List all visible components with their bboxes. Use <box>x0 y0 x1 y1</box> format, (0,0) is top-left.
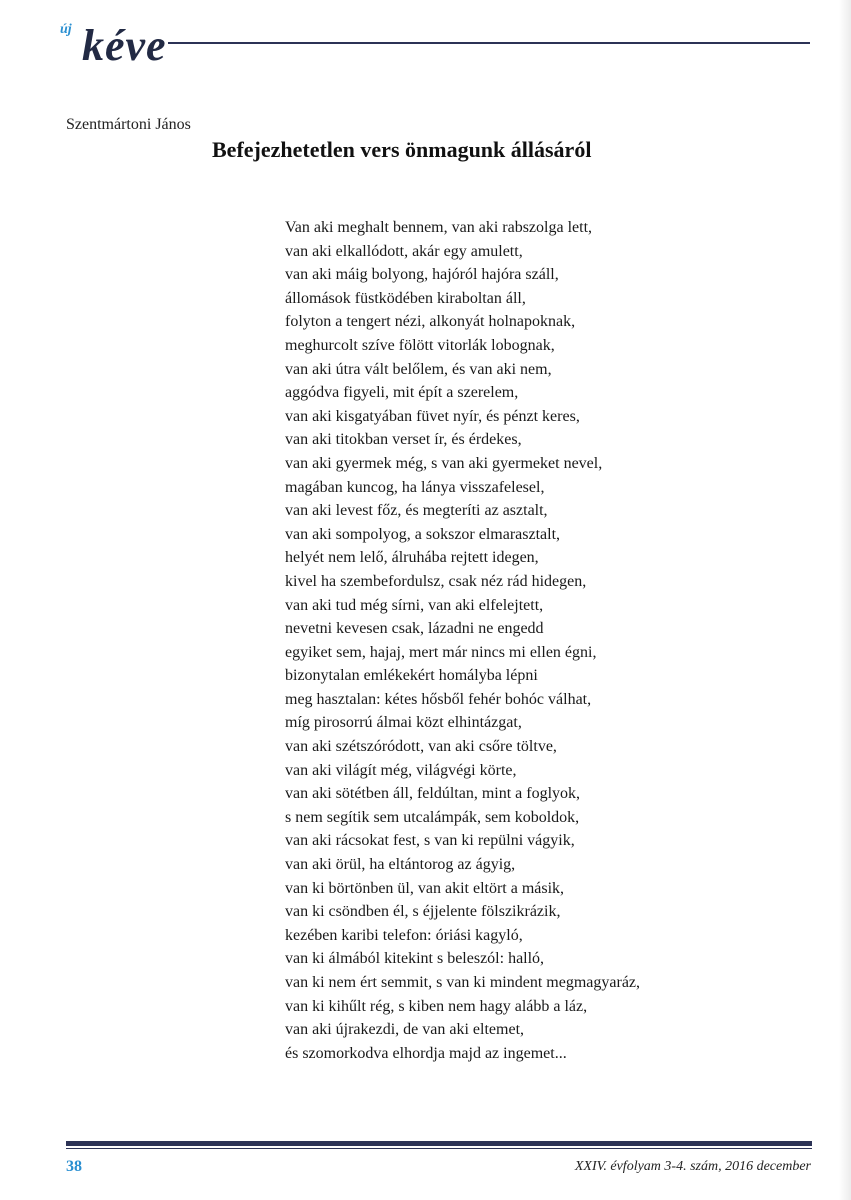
logo-name: kéve <box>82 21 167 70</box>
poem-line: kezében karibi telefon: óriási kagyló, <box>285 926 523 944</box>
page-edge-shadow <box>839 0 851 1200</box>
issue-info: XXIV. évfolyam 3-4. szám, 2016 december <box>574 1159 811 1174</box>
poem-line: van ki csöndben él, s éjjelente fölszikrázik, <box>285 903 561 921</box>
poem-title: Befejezhetetlen vers önmagunk állásáról <box>212 137 592 162</box>
page-number: 38 <box>66 1158 82 1175</box>
poem-line: nevetni kevesen csak, lázadni ne engedd <box>285 620 544 638</box>
poem-line: van ki börtönben ül, van akit eltört a másik, <box>285 879 565 897</box>
poem-line: van aki rácsokat fest, s van ki repülni vágyik, <box>285 832 575 850</box>
poem-line: folyton a tengert nézi, alkonyát holnapoknak, <box>285 313 576 331</box>
poem-body <box>285 216 640 1065</box>
poem-line: van aki örül, ha eltántorog az ágyig, <box>285 856 516 874</box>
poem-line: van aki elkallódott, akár egy amulett, <box>285 242 523 260</box>
footer-rule <box>66 1141 812 1146</box>
poem-line: kivel ha szembefordulsz, csak néz rád hidegen, <box>285 572 587 590</box>
poem-line: van aki szétszóródott, van aki csőre töltve, <box>285 738 557 756</box>
poem-line: míg pirosorrú álmai közt elhintázgat, <box>285 714 522 732</box>
poem-line: van aki útra vált belőlem, és van aki nem, <box>285 360 552 378</box>
footer-rule-thin <box>66 1148 812 1149</box>
poem-line: van aki tud még sírni, van aki elfelejtett, <box>285 596 544 614</box>
masthead-rule <box>168 42 810 44</box>
poem-line: van ki kihűlt rég, s kiben nem hagy alább a láz, <box>285 997 588 1015</box>
poem-line: van aki máig bolyong, hajóról hajóra száll, <box>285 266 559 284</box>
poem-line: s nem segítik sem utcalámpák, sem koboldok, <box>285 808 580 826</box>
poem-line: bizonytalan emlékekért homályba lépni <box>285 667 538 685</box>
poem-line: van aki világít még, világvégi körte, <box>285 761 517 779</box>
author-name: Szentmártoni János <box>66 116 191 133</box>
poem-line: van aki újrakezdi, de van aki eltemet, <box>285 1021 525 1039</box>
poem-line: van aki gyermek még, s van aki gyermeket nevel, <box>285 454 603 472</box>
poem-line: van ki álmából kitekint s beleszól: halló, <box>285 950 545 968</box>
poem-line: helyét nem lelő, álruhába rejtett idegen, <box>285 549 539 567</box>
poem-line: van aki titokban verset ír, és érdekes, <box>285 431 522 449</box>
poem-line: aggódva figyeli, mit épít a szerelem, <box>285 384 519 402</box>
poem-line: van ki nem ért semmit, s van ki mindent megmagyaráz, <box>285 974 641 991</box>
logo-prefix: új <box>60 22 72 37</box>
masthead <box>48 18 818 78</box>
poem-line: van aki sompolyog, a sokszor elmarasztalt, <box>285 525 561 543</box>
poem-line: és szomorkodva elhordja majd az ingemet... <box>285 1044 567 1062</box>
poem-line: Van aki meghalt bennem, van aki rabszolga lett, <box>285 219 593 236</box>
poem-line: meghurcolt szíve fölött vitorlák lobognak, <box>285 336 555 354</box>
poem-line: állomások füstködében kiraboltan áll, <box>285 289 526 307</box>
poem-line: van aki sötétben áll, feldúltan, mint a foglyok, <box>285 785 581 803</box>
poem-line: van aki levest főz, és megteríti az asztalt, <box>285 502 548 520</box>
poem-line: egyiket sem, hajaj, mert már nincs mi ellen égni, <box>285 643 597 661</box>
poem-line: magában kuncog, ha lánya visszafelesel, <box>285 478 545 496</box>
poem-line: meg hasztalan: kétes hősből fehér bohóc válhat, <box>285 690 592 708</box>
poem-line: van aki kisgatyában füvet nyír, és pénzt keres, <box>285 407 580 425</box>
